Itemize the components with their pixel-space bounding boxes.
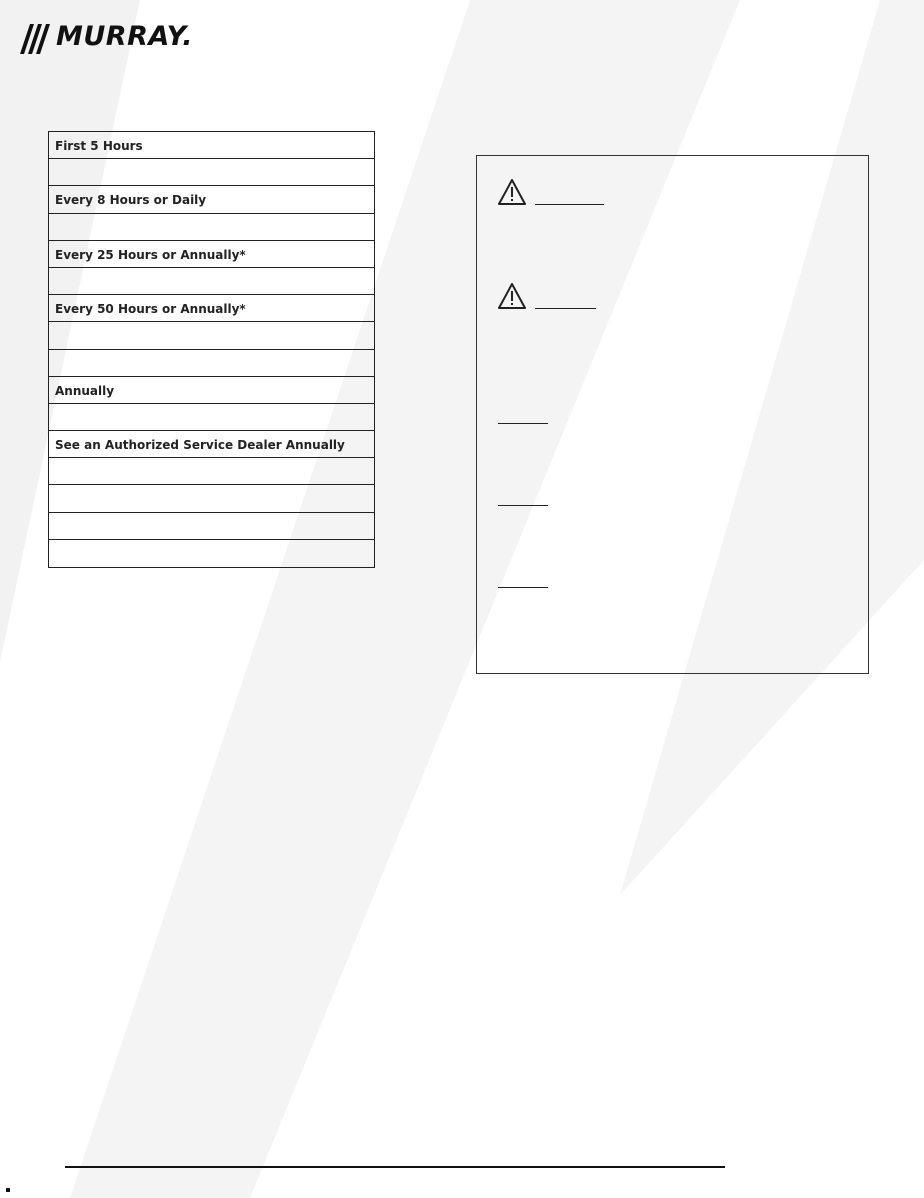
schedule-row: Annually xyxy=(49,377,374,404)
schedule-row: Every 25 Hours or Annually* xyxy=(49,241,374,268)
schedule-row xyxy=(49,513,374,540)
note-heading-rule xyxy=(498,423,548,424)
brand-logo xyxy=(20,18,215,56)
footer-rule xyxy=(65,1166,725,1168)
maintenance-schedule-table xyxy=(48,131,375,568)
schedule-row: See an Authorized Service Dealer Annually xyxy=(49,431,374,458)
note-heading-rule xyxy=(498,505,548,506)
schedule-row xyxy=(49,322,374,349)
schedule-row xyxy=(49,159,374,186)
note-heading-rule xyxy=(498,587,548,588)
safety-notice-box xyxy=(476,155,869,674)
schedule-row xyxy=(49,214,374,241)
schedule-row xyxy=(49,350,374,377)
schedule-row xyxy=(49,458,374,485)
page-mark xyxy=(6,1188,10,1192)
schedule-row: First 5 Hours xyxy=(49,132,374,159)
brand-name: MURRAY. xyxy=(56,21,194,52)
warning-triangle-icon xyxy=(497,178,527,206)
schedule-row xyxy=(49,268,374,295)
warning-triangle-icon xyxy=(497,282,527,310)
schedule-row xyxy=(49,485,374,512)
schedule-row: Every 8 Hours or Daily xyxy=(49,186,374,213)
schedule-row: Every 50 Hours or Annually* xyxy=(49,295,374,322)
schedule-row xyxy=(49,404,374,431)
warning-heading-rule xyxy=(535,204,604,205)
schedule-row xyxy=(49,540,374,567)
logo-slash-icon xyxy=(20,24,58,54)
caution-heading-rule xyxy=(535,308,596,309)
